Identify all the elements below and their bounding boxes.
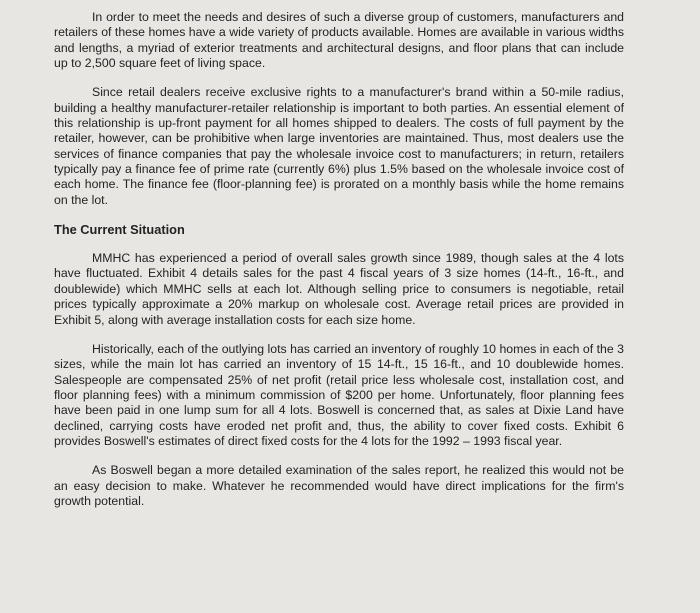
section-heading: The Current Situation: [54, 222, 185, 238]
paragraph-dealer-financing: Since retail dealers receive exclusive rights to a manufacturer's brand within a 50-mile radius, building a healthy manufacturer-retailer relationship is important to both parties. An essential element of this relationship is up-front payment for all homes shipped to dealers. The costs of full payment by the retailer, however, can be prohibitive when large inventories are maintained. Thus, most dealers use the services of finance companies that pay the wholesale invoice cost to manufacturers; in return, retailers typically pay a finance fee of prime rate (currently 6%) plus 1.5% based on the wholesale invoice cost of each home. The finance fee (floor-planning fee) is prorated on a monthly basis while the home remains on the lot.: [54, 85, 624, 207]
paragraph-sales-growth: MMHC has experienced a period of overall sales growth since 1989, though sales at the 4 lots have fluctuated. Exhibit 4 details sales for the past 4 fiscal years of 3 size homes (14-ft., 16-ft., and doublewide) which MMHC sells at each lot. Although selling price to consumers is negotiable, retail prices typically approximate a 20% markup on wholesale cost. Average retail prices are provided in Exhibit 5, along with average installation costs for each size home.: [54, 251, 624, 327]
paragraph-inventory: Historically, each of the outlying lots has carried an inventory of roughly 10 homes in each of the 3 sizes, while the main lot has carried an inventory of 15 14-ft., 15 16-ft., and 10 doublewide homes. Salespeople are compensated 25% of net profit (retail price less wholesale cost, installation cost, and floor planning fees) with a minimum commission of $200 per home. Unfortunately, floor planning fees have been paid in one lump sum for all 4 lots. Boswell is concerned that, as sales at Dixie Land have declined, carrying costs have eroded net profit and, thus, the ability to cover fixed costs. Exhibit 6 provides Boswell's estimates of direct fixed costs for the 4 lots for the 1992 – 1993 fiscal year.: [54, 341, 624, 448]
paragraph-product-variety: In order to meet the needs and desires of such a diverse group of customers, manufacturers and retailers of these homes have a wide variety of products available. Homes are available in various widths and lengths, a myriad of exterior treatments and architectural designs, and floor plans that can include up to 2,500 square feet of living space.: [54, 10, 624, 71]
paragraph-decision: As Boswell began a more detailed examination of the sales report, he realized this would not be an easy decision to make. Whatever he recommended would have direct implications for the firm's growth potential.: [54, 463, 624, 508]
